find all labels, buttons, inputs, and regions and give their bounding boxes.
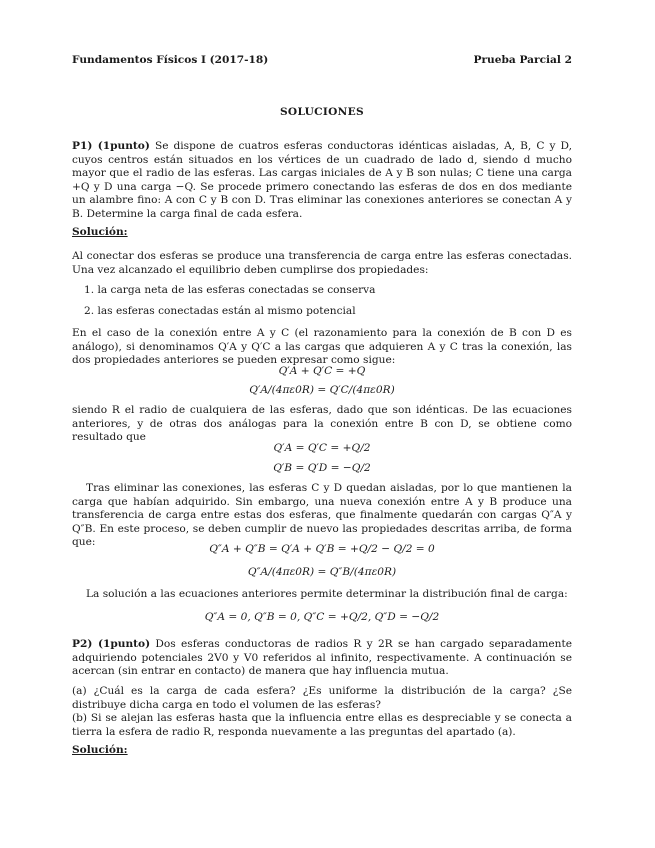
list-item: 2. las esferas conectadas están al mismo potencial [84,305,356,317]
solution-1-intro: Al conectar dos esferas se produce una transferencia de carga entre las esferas conectadas. Una vez alcanzado el equilibrio deben cumplirse dos propiedades: [72,250,572,276]
problem-2 [72,638,572,679]
equation-3: Q′A = Q′C = +Q/2 [273,442,371,454]
exam-title: Prueba Parcial 2 [473,54,572,66]
solution-1-para-3: siendo R el radio de cualquiera de las esferas, dado que son idénticas. De las ecuaciones anteriores, y de otras dos análogas para la conexión entre B con D, se obtiene como resultado que [72,404,572,444]
page-title: SOLUCIONES [279,106,364,118]
solution-1-para-2: En el caso de la conexión entre A y C (el razonamiento para la conexión de B con D es análogo), si denominamos Q′A y Q′C a las cargas que adquieren A y C tras la conexión, las dos propiedades anteriores se pueden expresar como sigue: [72,327,572,367]
equation-6: Q″A/(4πε0R) = Q″B/(4πε0R) [247,566,397,578]
page-header [72,54,572,68]
course-title: Fundamentos Físicos I (2017-18) [72,54,269,66]
equation-7: Q″A = 0, Q″B = 0, Q″C = +Q/2, Q″D = −Q/2 [204,611,440,623]
problem-1-text: Se dispone de cuatros esferas conductoras idénticas aisladas, A, B, C y D, cuyos centros están situados en los vértices de un cuadrado de lado d, siendo d mucho mayor que el radio de las esferas. Las cargas iniciales de A y B son nulas; C tiene una carga +Q y D una carga −Q. Se procede primero conectando las esferas de dos en dos mediante un alambre fino: A con C y B con D. Tras eliminar las conexiones anteriores se conectan A y B. Determine la carga final de cada esfera. [72,140,572,220]
problem-2-label: P2) (1punto) [72,638,151,650]
problem-1-label: P1) (1punto) [72,140,150,152]
problem-2-part-a: (a) ¿Cuál es la carga de cada esfera? ¿Es uniforme la distribución de la carga? ¿Se distribuye dicha carga en todo el volumen de las esferas? [72,685,572,711]
solution-2-heading: Solución: [72,744,128,756]
problem-1 [72,140,572,222]
equation-5: Q″A + Q″B = Q′A + Q′B = +Q/2 − Q/2 = 0 [209,543,435,555]
equation-2: Q′A/(4πε0R) = Q′C/(4πε0R) [249,384,395,396]
solution-1-para-5: La solución a las ecuaciones anteriores permite determinar la distribución final de carga: [86,588,568,600]
solution-1-heading: Solución: [72,226,128,238]
equation-4: Q′B = Q′D = −Q/2 [273,462,371,474]
problem-2-part-b: (b) Si se alejan las esferas hasta que la influencia entre ellas es despreciable y se conecta a tierra la esfera de radio R, responda nuevamente a las preguntas del apartado (a). [72,712,572,738]
list-item: 1. la carga neta de las esferas conectadas se conserva [84,284,376,296]
problem-2-text: Dos esferas conductoras de radios R y 2R se han cargado separadamente adquiriendo potenciales 2V0 y V0 referidos al infinito, respectivamente. A continuación se acercan (sin entrar en contacto) de manera que hay influencia mutua. [72,638,572,678]
equation-1: Q′A + Q′C = +Q [278,365,366,377]
solution-1-para-4: Tras eliminar las conexiones, las esferas C y D quedan aisladas, por lo que mantienen la carga que habían adquirido. Sin embargo, una nueva conexión entre A y B produce una transferencia de carga entre estas dos esferas, que finalmente quedarán con cargas Q″A y Q″B. En este proceso, se deben cumplir de nuevo las propiedades descritas arriba, de forma que: [72,482,572,549]
